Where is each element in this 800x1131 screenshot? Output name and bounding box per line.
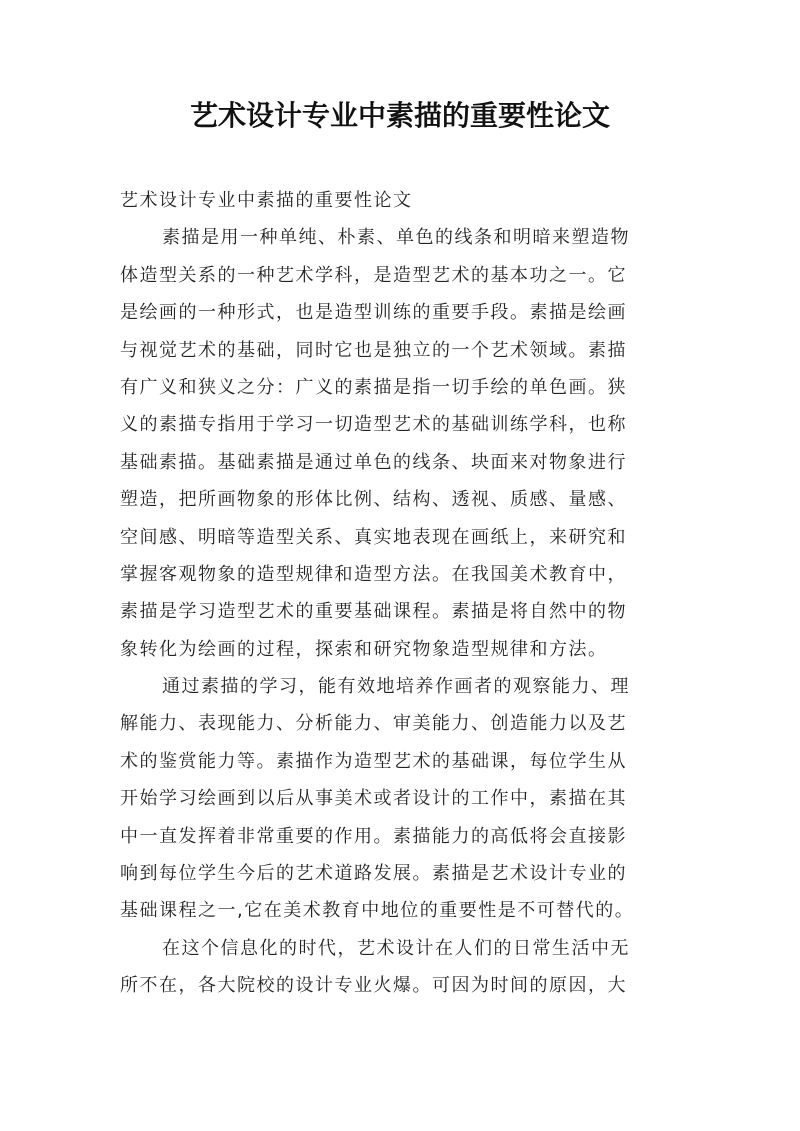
document-body xyxy=(120,182,682,1005)
body-line: 基础素描。基础素描是通过单色的线条、块面来对物象进行 xyxy=(120,451,627,473)
body-line: 基础课程之一,它在美术教育中地位的重要性是不可替代的。 xyxy=(120,900,635,922)
body-line: 所不在，各大院校的设计专业火爆。可因为时间的原因，大 xyxy=(120,975,627,997)
body-line-paragraph-start: 通过素描的学习，能有效地培养作画者的观察能力、理 xyxy=(162,676,630,698)
body-line: 中一直发挥着非常重要的作用。素描能力的高低将会直接影 xyxy=(120,825,627,847)
body-line-paragraph-start: 素描是用一种单纯、朴素、单色的线条和明暗来塑造物 xyxy=(162,227,630,249)
body-line: 与视觉艺术的基础，同时它也是独立的一个艺术领域。素描 xyxy=(120,339,627,361)
body-line: 义的素描专指用于学习一切造型艺术的基础训练学科，也称 xyxy=(120,414,627,436)
body-line-paragraph-start: 在这个信息化的时代，艺术设计在人们的日常生活中无 xyxy=(162,937,630,959)
body-line: 空间感、明暗等造型关系、真实地表现在画纸上，来研究和 xyxy=(120,526,627,548)
body-line: 术的鉴赏能力等。素描作为造型艺术的基础课，每位学生从 xyxy=(120,750,627,772)
body-line: 塑造，把所画物象的形体比例、结构、透视、质感、量感、 xyxy=(120,489,627,511)
body-line: 有广义和狭义之分：广义的素描是指一切手绘的单色画。狭 xyxy=(120,376,627,398)
document-title: 艺术设计专业中素描的重要性论文 xyxy=(189,99,610,132)
body-line: 掌握客观物象的造型规律和造型方法。在我国美术教育中， xyxy=(120,563,627,585)
body-line: 响到每位学生今后的艺术道路发展。素描是艺术设计专业的 xyxy=(120,863,627,885)
body-line: 开始学习绘画到以后从事美术或者设计的工作中，素描在其 xyxy=(120,788,627,810)
body-line: 解能力、表现能力、分析能力、审美能力、创造能力以及艺 xyxy=(120,713,627,735)
body-line: 象转化为绘画的过程，探索和研究物象造型规律和方法。 xyxy=(120,638,608,660)
body-line: 体造型关系的一种艺术学科，是造型艺术的基本功之一。它 xyxy=(120,264,627,286)
body-line: 素描是学习造型艺术的重要基础课程。素描是将自然中的物 xyxy=(120,601,627,623)
body-line-subtitle: 艺术设计专业中素描的重要性论文 xyxy=(120,190,413,211)
body-line: 是绘画的一种形式，也是造型训练的重要手段。素描是绘画 xyxy=(120,302,627,324)
